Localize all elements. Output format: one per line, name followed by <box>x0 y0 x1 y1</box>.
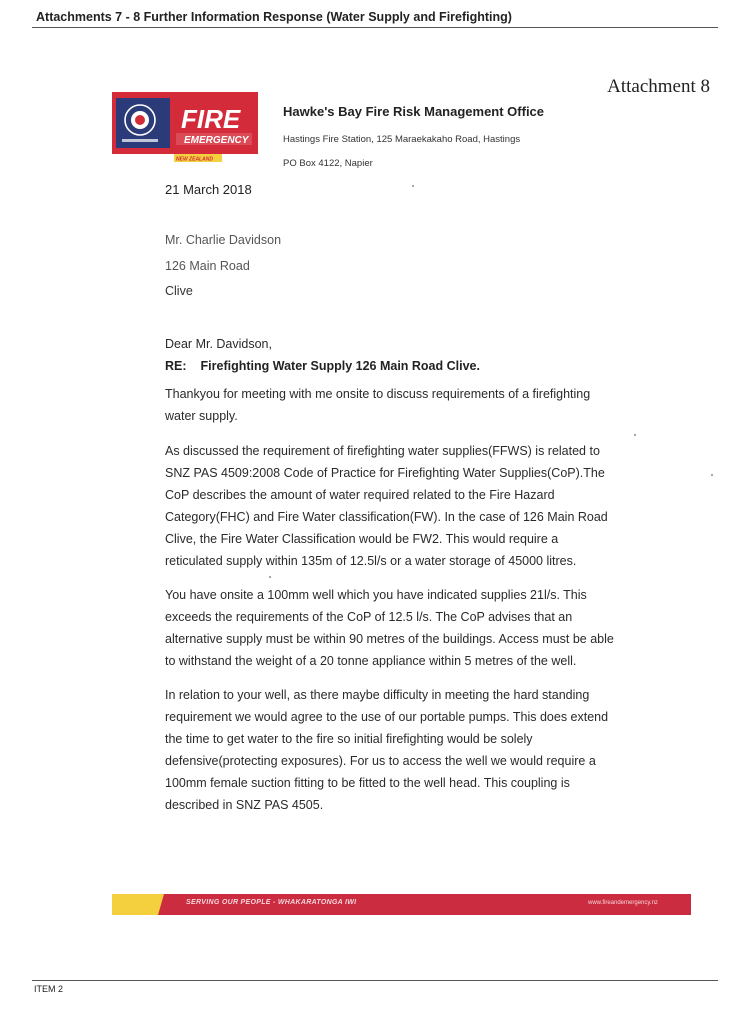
scan-speck <box>711 474 713 476</box>
sender-address: Hastings Fire Station, 125 Maraekakaho Road, Hastings <box>283 134 521 145</box>
re-subject-line <box>165 359 494 373</box>
item-label: ITEM 2 <box>34 984 64 994</box>
re-subject: Firefighting Water Supply 126 Main Road Clive. <box>200 359 480 373</box>
letter-date: 21 March 2018 <box>165 182 252 197</box>
emblem-caption-bar <box>122 139 158 142</box>
logo-word-emergency: EMERGENCY <box>184 135 249 146</box>
footer-website: www.fireandemergency.nz <box>588 900 658 906</box>
footer-slogan: SERVING OUR PEOPLE - WHAKARATONGA IWI <box>186 899 357 906</box>
recipient-name: Mr. Charlie Davidson <box>165 233 282 247</box>
re-label: RE: <box>165 359 187 373</box>
fire-emergency-logo <box>112 92 258 162</box>
logo-country: NEW ZEALAND <box>176 156 213 162</box>
sender-office-name: Hawke's Bay Fire Risk Management Office <box>283 104 545 119</box>
recipient-town: Clive <box>165 284 193 298</box>
header-divider <box>32 27 718 28</box>
paragraph-3: You have onsite a 100mm well which you have indicated supplies 21l/s. This exceeds the requirements of the CoP of 12.5 l/s. The CoP advises that an alternative supply must be within 90 metres of the buildings. Access must be able to withstand the weight of a 20 tonne appliance within 5 metres of the well. <box>165 588 614 668</box>
scan-speck <box>634 434 636 436</box>
sender-po-box: PO Box 4122, Napier <box>283 158 373 169</box>
logo-word-fire: FIRE <box>181 104 241 134</box>
scan-speck <box>412 185 414 187</box>
salutation: Dear Mr. Davidson, <box>165 337 272 351</box>
emblem-center-icon <box>135 115 145 125</box>
attachment-header-title: Attachments 7 - 8 Further Information Response (Water Supply and Firefighting) <box>36 10 512 24</box>
page-divider <box>32 980 718 981</box>
footer-yellow-accent <box>112 894 164 915</box>
attachment-label: Attachment 8 <box>607 76 710 97</box>
paragraph-2: As discussed the requirement of firefighting water supplies(FFWS) is related to SNZ PAS 4509:2008 Code of Practice for Firefighting Water Supplies(CoP).The CoP describes the amount of water required related to the Fire Hazard Category(FHC) and Fire Water classification(FW). In the case of 126 Main Road Clive, the Fire Water Classification would be FW2. This would require a reticulated supply within 135m of 12.5l/s or a water storage of 45000 litres. <box>165 444 608 568</box>
recipient-street: 126 Main Road <box>165 259 250 273</box>
scan-speck <box>269 576 271 578</box>
paragraph-4: In relation to your well, as there maybe difficulty in meeting the hard standing requirement we would agree to the use of our portable pumps. This does extend the time to get water to the fire so initial firefighting would be solely defensive(protecting exposures). For us to access the well we would require a 100mm female suction fitting to be fitted to the well head. This coupling is described in SNZ PAS 4505. <box>165 688 609 812</box>
paragraph-1: Thankyou for meeting with me onsite to discuss requirements of a firefighting water supply. <box>165 387 591 423</box>
